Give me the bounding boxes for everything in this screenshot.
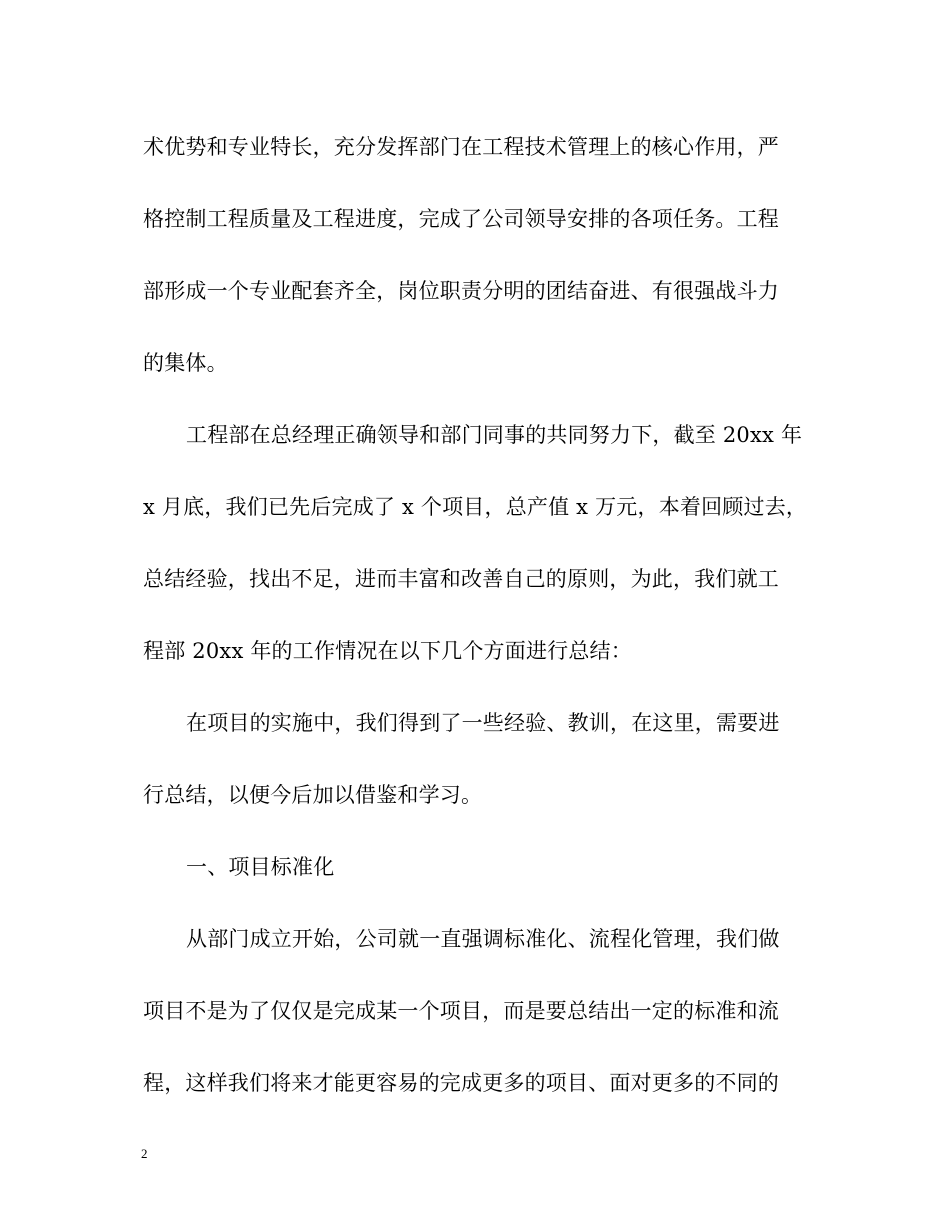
body-text <box>143 124 808 1132</box>
text-line: 项目不是为了仅仅是完成某一个项目，而是要总结出一定的标准和流 <box>143 999 779 1023</box>
text-line: 程部 20xx 年的工作情况在以下几个方面进行总结： <box>143 639 632 663</box>
page-number: 2 <box>141 1146 148 1161</box>
text-line: 部形成一个专业配套齐全，岗位职责分明的团结奋进、有很强战斗力 <box>143 279 779 303</box>
text-line: 总结经验，找出不足，进而丰富和改善自己的原则，为此，我们就工 <box>143 567 779 591</box>
paragraph-start-line: 工程部在总经理正确领导和部门同事的共同努力下，截至 20xx 年 <box>186 423 803 447</box>
paragraph-start-line: 在项目的实施中，我们得到了一些经验、教训，在这里，需要进 <box>186 711 780 735</box>
text-line: 程，这样我们将来才能更容易的完成更多的项目、面对更多的不同的 <box>143 1071 779 1095</box>
text-line: 格控制工程质量及工程进度，完成了公司领导安排的各项任务。工程 <box>143 207 779 231</box>
paragraph-start-line: 从部门成立开始，公司就一直强调标准化、流程化管理，我们做 <box>186 927 780 951</box>
text-line: 术优势和专业特长，充分发挥部门在工程技术管理上的核心作用，严 <box>143 135 779 159</box>
section-heading: 一、项目标准化 <box>186 855 335 879</box>
text-line: 行总结，以便今后加以借鉴和学习。 <box>143 783 483 807</box>
text-line: 的集体。 <box>143 351 228 375</box>
text-line: x 月底，我们已先后完成了 x 个项目，总产值 x 万元，本着回顾过去， <box>143 495 808 519</box>
